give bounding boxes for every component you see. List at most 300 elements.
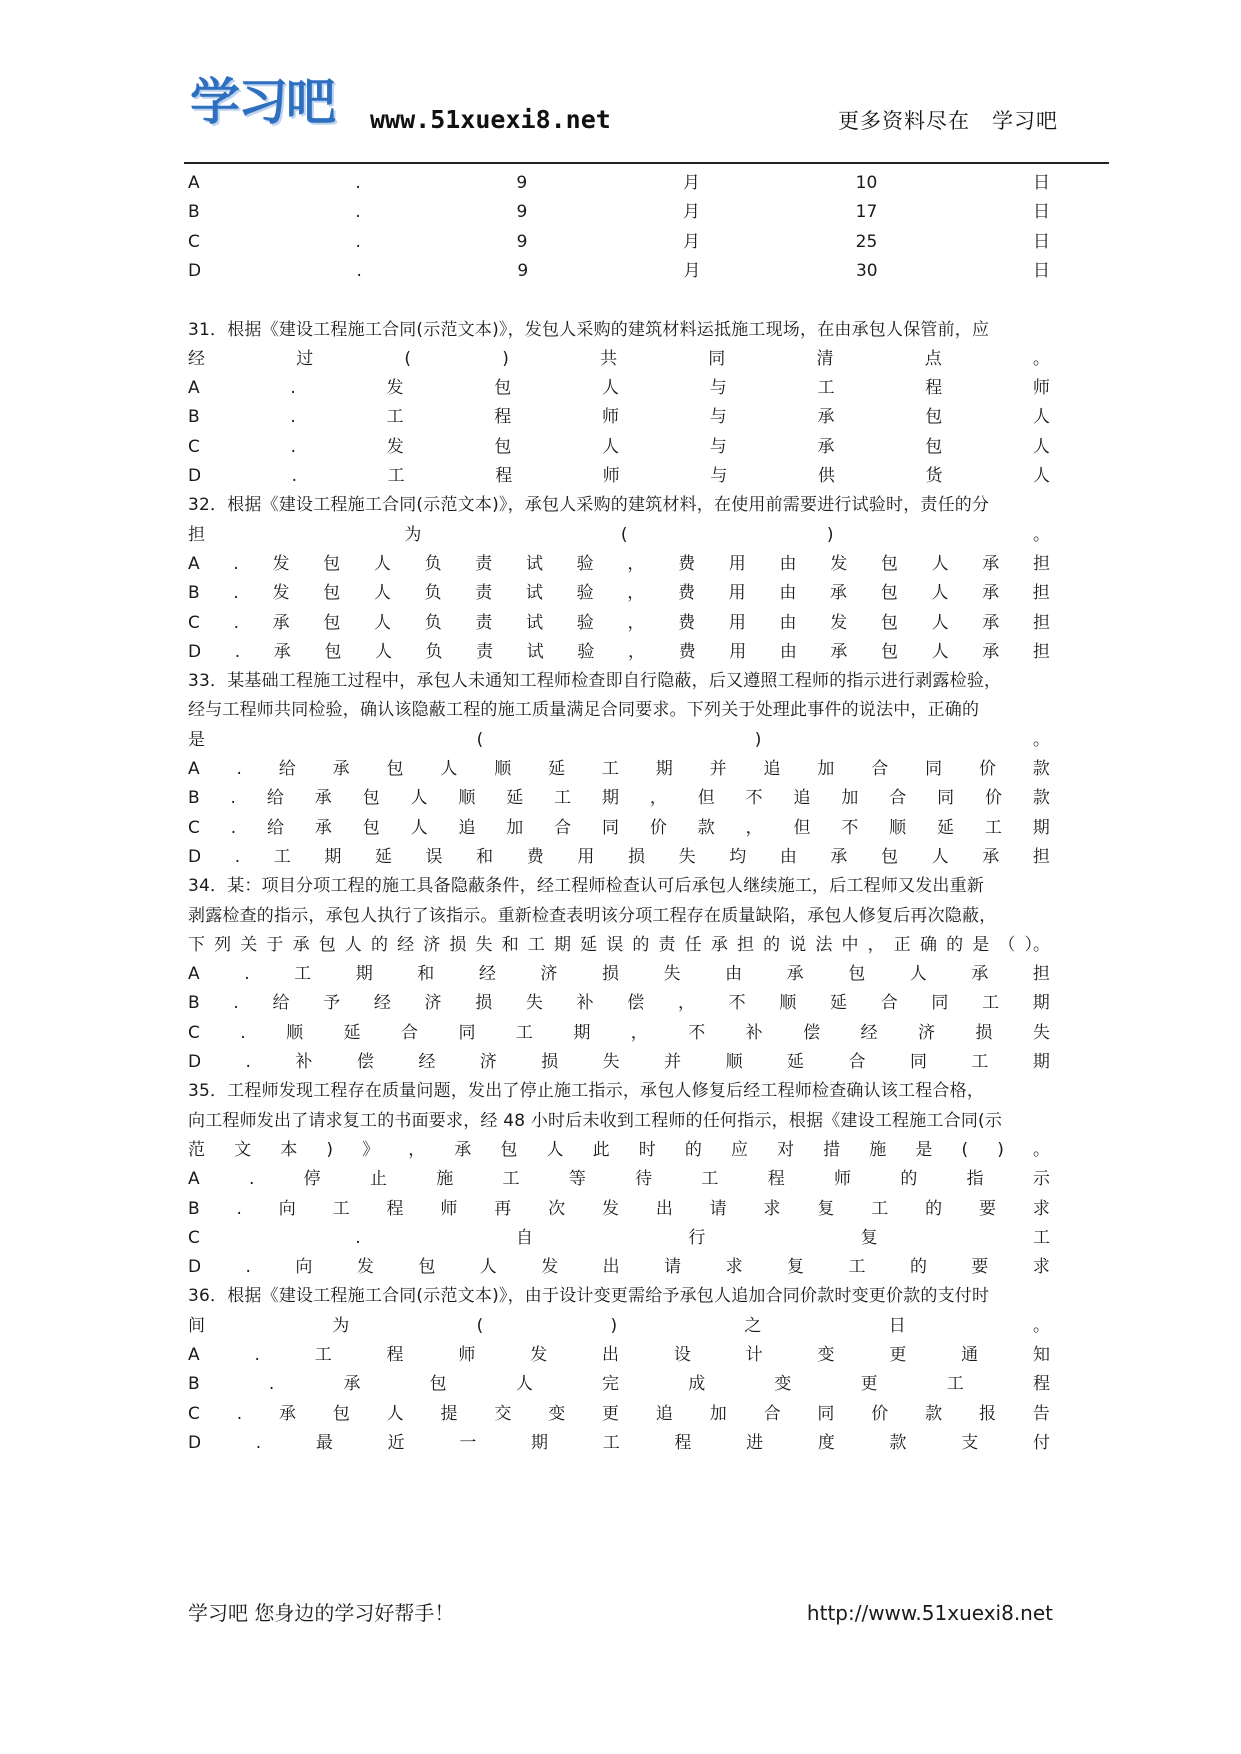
line-token: 人: [909, 964, 927, 985]
line-token: 为: [332, 1315, 350, 1336]
line-token: 合: [871, 759, 889, 779]
line-token: 日: [1032, 173, 1050, 193]
line-token: 告: [1032, 1403, 1050, 1424]
line-token: 顺: [458, 788, 476, 809]
line-token: 程: [767, 1169, 785, 1190]
line-token: 补: [295, 1052, 313, 1072]
line-token: 延: [506, 788, 524, 809]
line-token: 偿: [627, 993, 645, 1014]
line-token: 试: [525, 553, 543, 574]
line-token: 9: [516, 173, 528, 193]
line-token: 合: [848, 1052, 866, 1072]
line-token: 出: [602, 1345, 620, 1365]
line-token: 。: [1032, 524, 1050, 545]
text-line: [188, 256, 1050, 286]
text-line: [188, 1135, 1050, 1165]
text-line: [188, 402, 1050, 432]
line-token: 予: [323, 993, 341, 1014]
line-token: 日: [1033, 260, 1050, 281]
line-token: 给: [278, 759, 296, 779]
text-line: [188, 520, 1050, 550]
line-token: .: [244, 964, 250, 985]
line-token: ，: [867, 934, 885, 955]
line-token: 工: [701, 1169, 719, 1190]
line-token: 承: [454, 1139, 472, 1160]
line-token: 人: [931, 553, 949, 574]
line-token: 与: [710, 466, 728, 486]
line-token: 人: [374, 612, 392, 633]
line-token: 承: [272, 612, 290, 633]
line-token: 承: [830, 641, 848, 662]
line-token: ）。: [1024, 934, 1050, 955]
line-token: 17: [855, 202, 878, 223]
line-token: 包: [925, 436, 943, 457]
line-token: 的: [763, 934, 781, 955]
line-token: 承: [786, 964, 804, 985]
line-token: 工: [515, 1022, 533, 1043]
line-token: .: [230, 817, 237, 838]
line-token: 9: [517, 260, 529, 281]
line-token: 包: [324, 641, 342, 662]
line-token: (: [476, 1315, 484, 1336]
line-token: 但: [697, 788, 715, 809]
line-token: ): [502, 348, 509, 369]
line-token: 担: [1032, 641, 1050, 662]
line-token: 包: [386, 759, 404, 779]
line-token: 工: [273, 846, 291, 867]
line-token: 承: [343, 1374, 361, 1395]
line-token: .: [234, 846, 241, 867]
line-token: 师: [1032, 378, 1050, 399]
line-token: C: [188, 817, 200, 838]
line-token: 月: [683, 260, 701, 281]
line-token: 人: [410, 788, 428, 809]
line-token: C: [188, 1022, 200, 1043]
footer-slogan: 学习吧 您身边的学习好帮手！: [188, 1601, 455, 1625]
line-token: 损: [601, 964, 619, 985]
text-line: [188, 1164, 1050, 1194]
line-token: 人: [546, 1139, 564, 1160]
line-token: 师: [602, 407, 620, 428]
line-token: 包: [880, 583, 898, 604]
line-token: 责: [475, 553, 493, 574]
line-token: 的: [900, 1169, 918, 1190]
line-token: 包: [429, 1374, 447, 1395]
line-token: B: [188, 1374, 200, 1395]
line-token: .: [233, 993, 239, 1014]
line-token: 延: [580, 934, 598, 955]
line-token: 同: [817, 1403, 835, 1424]
line-token: 失: [602, 1052, 620, 1072]
line-token: 发: [386, 436, 404, 457]
line-token: 包: [332, 1403, 350, 1424]
line-token: 交: [494, 1403, 512, 1424]
line-token: 复: [787, 1257, 805, 1278]
line-token: A: [188, 378, 200, 399]
line-token: 承: [982, 583, 1000, 604]
line-token: 工: [601, 759, 619, 779]
line-token: 由: [779, 553, 797, 574]
line-token: 人: [440, 759, 458, 779]
line-token: 次: [548, 1198, 566, 1219]
text-line: [188, 1428, 1050, 1458]
line-token: 复: [817, 1198, 835, 1219]
line-token: C: [188, 1227, 200, 1248]
text-line: [188, 1223, 1050, 1253]
line-token: 损: [627, 846, 645, 867]
line-token: 承: [982, 612, 1000, 633]
line-token: 月: [682, 202, 700, 223]
line-token: 由: [725, 964, 743, 985]
line-token: 。: [1033, 1139, 1050, 1160]
line-token: .: [236, 1198, 242, 1219]
line-token: 承: [710, 934, 728, 955]
line-token: 工: [554, 788, 572, 809]
line-token: 中: [841, 934, 859, 955]
line-token: 师: [440, 1198, 458, 1219]
line-token: 承: [982, 553, 1000, 574]
line-token: 向: [295, 1257, 313, 1278]
line-token: 延: [787, 1052, 805, 1072]
line-token: 工: [817, 378, 835, 399]
line-token: ): [610, 1315, 618, 1336]
line-token: A: [188, 173, 200, 193]
line-token: 给: [266, 788, 284, 809]
line-token: 补: [576, 993, 594, 1014]
line-token: 但: [793, 817, 811, 838]
line-token: 用: [577, 846, 595, 867]
text-line: [188, 988, 1050, 1018]
line-token: 确: [919, 934, 937, 955]
site-logo: 学习吧: [190, 73, 334, 131]
line-token: 人: [479, 1257, 497, 1278]
line-token: 一: [459, 1432, 477, 1453]
line-token: B: [188, 407, 200, 428]
line-token: 均: [729, 846, 747, 867]
line-token: 25: [855, 231, 878, 252]
line-token: 日: [888, 1315, 906, 1336]
line-token: 费: [526, 846, 544, 867]
line-token: C: [188, 1403, 200, 1424]
line-token: .: [255, 1432, 262, 1453]
line-token: 价: [978, 759, 996, 779]
line-token: 承: [817, 407, 835, 428]
line-token: 合: [889, 788, 907, 809]
line-token: 款: [697, 817, 715, 838]
line-token: 济: [479, 1052, 497, 1072]
header-divider: [184, 162, 1109, 164]
line-token: 误: [425, 846, 443, 867]
line-token: 发: [272, 583, 290, 604]
line-token: 要: [971, 1257, 989, 1278]
line-token: D: [188, 1432, 202, 1453]
line-token: 不: [728, 993, 746, 1014]
line-token: 承: [278, 1403, 296, 1424]
line-token: .: [254, 1345, 260, 1365]
line-token: 再: [494, 1198, 512, 1219]
line-token: 用: [729, 641, 747, 662]
line-token: A: [188, 759, 200, 779]
line-token: 人: [1032, 407, 1050, 428]
line-token: 期: [355, 964, 373, 985]
line-token: 程: [494, 407, 512, 428]
text-line: [188, 1047, 1050, 1077]
line-token: 顺: [725, 1052, 743, 1072]
line-token: 更: [602, 1403, 620, 1424]
line-token: 》: [362, 1139, 380, 1160]
line-token: .: [233, 583, 239, 604]
text-line: [188, 930, 1050, 960]
line-token: 用: [728, 612, 746, 633]
line-token: 款: [1032, 759, 1050, 779]
line-token: 的: [684, 1139, 702, 1160]
line-token: 的: [632, 934, 650, 955]
line-token: 工: [314, 1345, 332, 1365]
text-line: [188, 842, 1050, 872]
line-token: 加: [506, 817, 524, 838]
line-token: 损: [449, 934, 467, 955]
line-token: 工: [871, 1198, 889, 1219]
line-token: 发: [386, 378, 404, 399]
line-token: 经: [418, 1052, 436, 1072]
line-token: 包: [881, 641, 899, 662]
line-token: 验: [576, 553, 594, 574]
line-token: 发: [830, 553, 848, 574]
line-token: 同: [458, 1022, 476, 1043]
line-token: 程: [495, 466, 513, 486]
line-token: 包: [418, 1257, 436, 1278]
line-token: 同: [925, 759, 943, 779]
text-line: 向工程师发出了请求复工的书面要求，经 48 小时后未收到工程师的任何指示，根据《建设工程施工合同(示: [188, 1110, 1003, 1131]
text-line: [188, 637, 1050, 667]
line-token: 求: [725, 1257, 743, 1278]
line-token: 济: [423, 934, 441, 955]
line-token: .: [268, 1374, 275, 1395]
line-token: 负: [424, 553, 442, 574]
line-token: .: [356, 260, 362, 281]
text-line: 经与工程师共同检验，确认该隐蔽工程的施工质量满足合同要求。下列关于处理此事件的说法中，正确的: [188, 700, 980, 721]
line-token: 。: [1032, 1315, 1050, 1336]
line-token: ): [826, 524, 834, 545]
line-token: 求: [1032, 1198, 1050, 1219]
line-token: 此: [592, 1139, 610, 1160]
text-line: [188, 1369, 1050, 1399]
line-token: 由: [779, 612, 797, 633]
line-token: 和: [417, 964, 435, 985]
line-token: 人: [931, 583, 949, 604]
line-token: 经: [860, 1022, 878, 1043]
line-token: 工: [527, 934, 545, 955]
line-token: 验: [576, 583, 594, 604]
line-token: (: [404, 348, 412, 369]
line-token: 工: [848, 1257, 866, 1278]
line-token: 9: [516, 202, 528, 223]
line-token: 施: [869, 1139, 887, 1160]
text-line: [188, 783, 1050, 813]
text-line: [188, 1252, 1050, 1282]
footer-url[interactable]: http://www.51xuexi8.net: [806, 1601, 1053, 1625]
line-token: .: [233, 612, 239, 633]
text-line: 36．根据《建设工程施工合同(示范文本)》，由于设计变更需给予承包人追加合同价款时变更价款的支付时: [188, 1286, 990, 1307]
line-token: 月: [683, 231, 701, 252]
line-token: ，: [649, 788, 667, 809]
line-token: 经: [188, 348, 205, 369]
line-token: 经: [478, 964, 496, 985]
line-token: 人: [410, 817, 428, 838]
line-token: 指: [966, 1169, 984, 1190]
line-token: 包: [500, 1139, 518, 1160]
line-token: 供: [817, 466, 835, 486]
line-token: 为: [404, 524, 422, 545]
line-token: 期: [324, 846, 342, 867]
text-line: [188, 1018, 1050, 1048]
line-token: 近: [387, 1432, 405, 1453]
line-token: 施: [436, 1169, 454, 1190]
line-token: 包: [323, 553, 341, 574]
line-token: 的: [946, 934, 964, 955]
line-token: 济: [540, 964, 558, 985]
line-token: 济: [424, 993, 442, 1014]
site-url[interactable]: www.51xuexi8.net: [370, 105, 611, 134]
line-token: 加: [709, 1403, 727, 1424]
line-token: 偿: [356, 1052, 374, 1072]
line-token: 止: [369, 1169, 387, 1190]
text-line: [188, 197, 1050, 227]
line-token: 担: [1032, 612, 1050, 633]
line-token: .: [236, 1403, 243, 1424]
line-token: 程: [1032, 1374, 1050, 1395]
text-line: [188, 813, 1050, 843]
line-token: 期: [1032, 1052, 1050, 1072]
line-token: 。: [1032, 348, 1050, 369]
line-token: 给: [267, 817, 284, 838]
line-token: 人: [931, 846, 949, 867]
line-token: 期: [1032, 993, 1050, 1014]
line-token: .: [240, 1022, 246, 1043]
line-token: 承: [817, 436, 835, 457]
line-token: 责: [475, 583, 493, 604]
line-token: 9: [516, 231, 528, 252]
line-token: 知: [1032, 1345, 1050, 1365]
line-token: 与: [709, 378, 727, 399]
text-line: [188, 373, 1050, 403]
line-token: 过: [296, 348, 314, 369]
line-token: .: [290, 378, 296, 399]
text-line: 34．某：项目分项工程的施工具备隐蔽条件，经工程师检查认可后承包人继续施工，后工程师又发出重新: [188, 876, 985, 897]
line-token: 待: [635, 1169, 653, 1190]
line-token: 人: [386, 1403, 404, 1424]
line-token: 费: [678, 641, 696, 662]
line-token: 经: [397, 934, 415, 955]
line-token: .: [355, 173, 361, 193]
line-token: 最: [315, 1432, 333, 1453]
line-token: 包: [881, 846, 899, 867]
line-token: 费: [677, 583, 695, 604]
line-token: 追: [458, 817, 476, 838]
line-token: 应: [730, 1139, 748, 1160]
header-note: 更多资料尽在 学习吧: [838, 109, 1058, 133]
line-token: 之: [744, 1315, 762, 1336]
line-token: 日: [1032, 202, 1050, 223]
text-line: 31．根据《建设工程施工合同(示范文本)》，发包人采购的建筑材料运抵施工现场，在由承包人保管前，应: [188, 319, 990, 340]
line-token: .: [234, 641, 241, 662]
line-token: C: [188, 612, 200, 633]
line-token: 同: [937, 788, 955, 809]
line-token: 通: [961, 1345, 979, 1365]
line-token: 人: [344, 934, 362, 955]
line-token: 顺: [494, 759, 512, 779]
line-token: 担: [1032, 964, 1050, 985]
line-token: 不: [841, 817, 859, 838]
line-token: .: [233, 553, 239, 574]
text-line: [188, 432, 1050, 462]
text-line: [188, 754, 1050, 784]
line-token: 包: [494, 378, 512, 399]
line-token: 损: [975, 1022, 993, 1043]
line-token: 师: [602, 466, 620, 486]
line-token: 同: [708, 348, 726, 369]
line-token: 人: [931, 612, 949, 633]
line-token: 程: [386, 1198, 404, 1219]
line-token: 同: [909, 1052, 927, 1072]
line-token: 承: [273, 641, 291, 662]
line-token: 示: [1032, 1169, 1050, 1190]
text-line: [188, 549, 1050, 579]
line-token: 设: [673, 1345, 691, 1365]
line-token: 程: [925, 378, 943, 399]
line-token: 和: [476, 846, 494, 867]
line-token: .: [290, 436, 296, 457]
line-token: 计: [745, 1345, 763, 1365]
line-token: 报: [978, 1403, 996, 1424]
line-token: D: [188, 846, 202, 867]
text-line: 35．工程师发现工程存在质量问题，发出了停止施工指示，承包人修复后经工程师检查确认该工程合格，: [188, 1081, 985, 1102]
line-token: 由: [779, 583, 797, 604]
line-token: 损: [475, 993, 493, 1014]
line-token: 行: [688, 1227, 706, 1248]
line-token: A: [188, 1169, 200, 1190]
line-token: 给: [272, 993, 290, 1014]
text-line: [188, 227, 1050, 257]
line-token: 期: [573, 1022, 591, 1043]
line-token: 变: [774, 1374, 792, 1395]
line-token: 误: [606, 934, 624, 955]
line-token: 延: [830, 993, 848, 1014]
line-token: 下: [188, 934, 205, 955]
line-token: 由: [779, 641, 797, 662]
line-token: 加: [817, 759, 835, 779]
line-token: 失: [1032, 1022, 1050, 1043]
line-token: 请: [709, 1198, 727, 1219]
line-token: 和: [501, 934, 519, 955]
line-token: (: [620, 524, 628, 545]
line-token: 程: [674, 1432, 692, 1453]
line-token: B: [188, 993, 200, 1014]
line-token: 责: [475, 612, 493, 633]
line-token: D: [188, 466, 202, 486]
line-token: 承: [982, 641, 1000, 662]
line-token: 要: [978, 1198, 996, 1219]
line-token: 成: [688, 1374, 706, 1395]
line-token: 正: [893, 934, 911, 955]
line-token: 工: [946, 1374, 964, 1395]
line-token: ，: [630, 1022, 648, 1043]
line-token: D: [188, 260, 202, 281]
blank-line: [188, 285, 1050, 315]
line-token: 度: [817, 1432, 835, 1453]
line-token: 程: [386, 1345, 404, 1365]
line-token: 发: [530, 1345, 548, 1365]
